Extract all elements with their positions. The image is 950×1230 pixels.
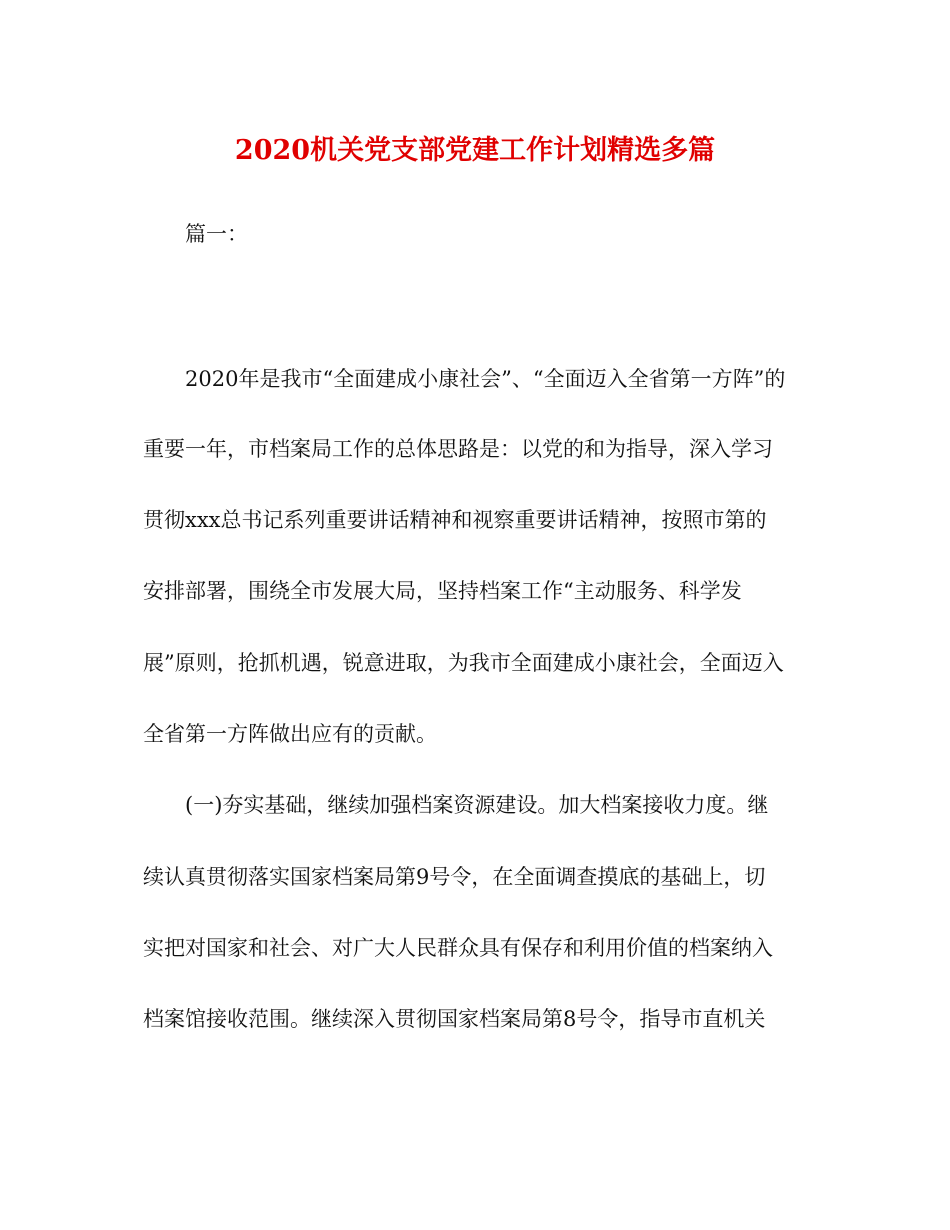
document-title: 2020机关党支部党建工作计划精选多篇 [234, 135, 716, 166]
body-line: 安排部署，围绕全市发展大局，坚持档案工作“主动服务、科学发 [143, 579, 742, 603]
body-line: (一)夯实基础，继续加强档案资源建设。加大档案接收力度。继 [185, 793, 769, 817]
body-line: 续认真贯彻落实国家档案局第9号令，在全面调查摸底的基础上，切 [143, 865, 766, 889]
section-heading: 篇一： [185, 222, 248, 246]
body-line: 实把对国家和社会、对广大人民群众具有保存和利用价值的档案纳入 [143, 936, 773, 960]
body-line: 档案馆接收范围。继续深入贯彻国家档案局第8号令，指导市直机关 [143, 1007, 766, 1031]
body-line: 2020年是我市“全面建成小康社会”、“全面迈入全省第一方阵”的 [185, 367, 786, 391]
body-line: 全省第一方阵做出应有的贡献。 [143, 722, 437, 746]
body-line: 贯彻xxx总书记系列重要讲话精神和视察重要讲话精神，按照市第的 [143, 508, 767, 532]
body-line: 展”原则，抢抓机遇，锐意进取，为我市全面建成小康社会，全面迈入 [143, 651, 784, 675]
body-line: 重要一年，市档案局工作的总体思路是：以党的和为指导，深入学习 [143, 437, 773, 461]
